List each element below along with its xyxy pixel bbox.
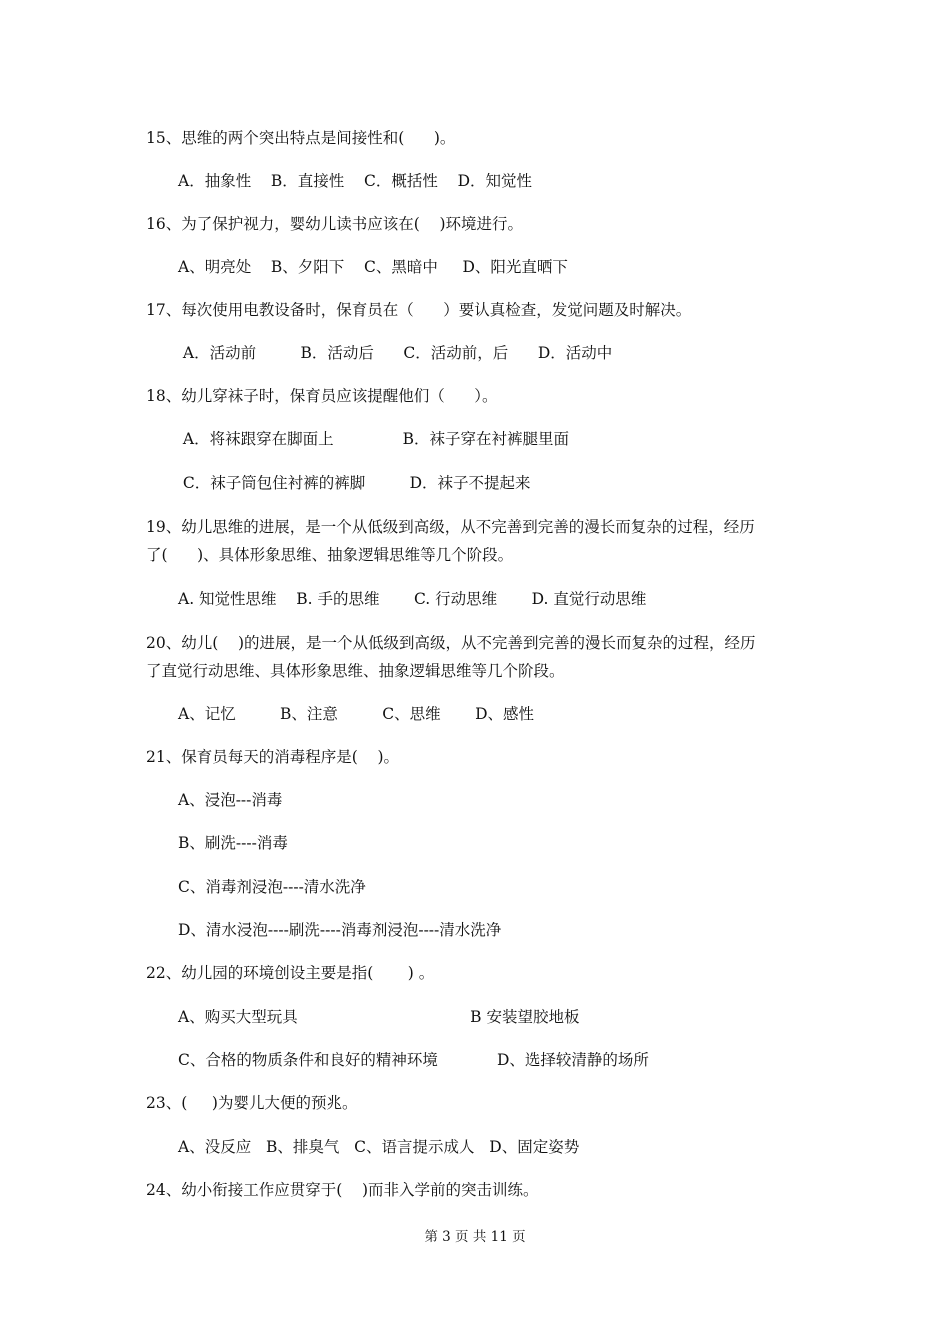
question-19-text: 19、幼儿思维的进展，是一个从低级到高级，从不完善到完善的漫长而复杂的过程，经历: [146, 518, 755, 536]
question-17-options: A．活动前 B．活动后 C．活动前，后 D．活动中: [178, 344, 613, 362]
question-20-text: 20、幼儿( )的进展，是一个从低级到高级，从不完善到完善的漫长而复杂的过程，经历: [146, 634, 756, 652]
question-15-options: A．抽象性 B．直接性 C．概括性 D．知觉性: [178, 172, 532, 190]
question-18-options-1: A．将袜跟穿在脚面上 B．袜子穿在衬裤腿里面: [178, 430, 569, 448]
page-number-footer: 第 3 页 共 11 页: [424, 1229, 526, 1245]
question-21-option-b: B、刷洗----消毒: [178, 834, 288, 852]
question-22-text: 22、幼儿园的环境创设主要是指( ) 。: [146, 964, 435, 982]
question-21-option-a: A、浸泡---消毒: [178, 791, 283, 809]
question-17-text: 17、每次使用电教设备时，保育员在（ ）要认真检查，发觉问题及时解决。: [146, 301, 692, 319]
question-23-text: 23、( )为婴儿大便的预兆。: [146, 1094, 358, 1112]
question-18-text: 18、幼儿穿袜子时，保育员应该提醒他们（ ）。: [146, 387, 498, 405]
question-19-options: A. 知觉性思维 B. 手的思维 C. 行动思维 D. 直觉行动思维: [178, 590, 647, 608]
question-21-option-c: C、消毒剂浸泡----清水洗净: [178, 878, 366, 896]
question-16-text: 16、为了保护视力，婴幼儿读书应该在( )环境进行。: [146, 215, 524, 233]
question-18-options-2: C．袜子筒包住衬裤的裤脚 D．袜子不提起来: [178, 474, 531, 492]
question-22-options-1: A、购买大型玩具 B 安装望胶地板: [178, 1008, 580, 1026]
question-21-option-d: D、清水浸泡----刷洗----消毒剂浸泡----清水洗净: [178, 921, 502, 939]
question-15-text: 15、思维的两个突出特点是间接性和( )。: [146, 129, 456, 147]
question-20-options: A、记忆 B、注意 C、思维 D、感性: [178, 705, 535, 723]
question-20-text-continued: 了直觉行动思维、具体形象思维、抽象逻辑思维等几个阶段。: [146, 662, 565, 680]
question-22-options-2: C、合格的物质条件和良好的精神环境 D、选择较清静的场所: [178, 1051, 649, 1069]
question-24-text: 24、幼小衔接工作应贯穿于( )而非入学前的突击训练。: [146, 1181, 539, 1199]
question-23-options: A、没反应 B、排臭气 C、语言提示成人 D、固定姿势: [178, 1138, 580, 1156]
question-19-text-continued: 了( )、具体形象思维、抽象逻辑思维等几个阶段。: [146, 546, 514, 564]
question-16-options: A、明亮处 B、夕阳下 C、黑暗中 D、阳光直晒下: [178, 258, 568, 276]
question-21-text: 21、保育员每天的消毒程序是( )。: [146, 748, 400, 766]
